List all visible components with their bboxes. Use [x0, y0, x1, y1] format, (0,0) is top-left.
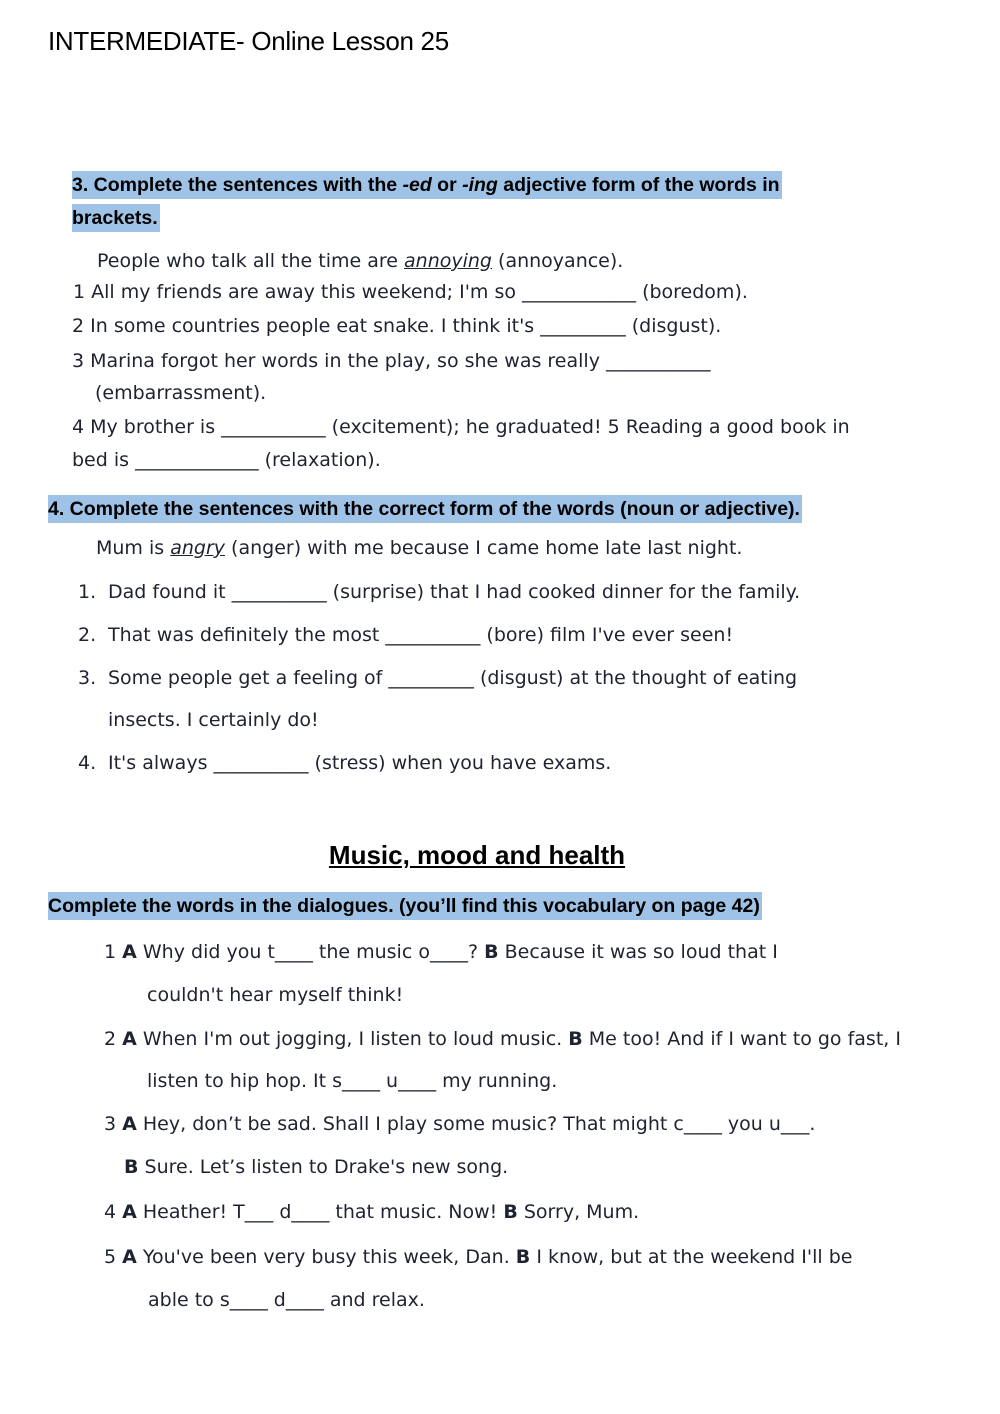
- ex3-sentence-4: 4 My brother is ___________ (excitement); he graduated! 5 Reading a good book in: [72, 416, 850, 438]
- speaker-a-text: You've been very busy this week, Dan.: [136, 1246, 516, 1268]
- ex3-example-answer: annoying: [404, 250, 492, 272]
- speaker-b: B: [568, 1028, 583, 1050]
- ex3-heading-ed: -ed: [402, 174, 432, 196]
- speaker-a-text: When I'm out jogging, I listen to loud music.: [136, 1028, 569, 1050]
- speaker-a-text: Why did you t____ the music o____?: [136, 941, 485, 963]
- dialogue-5-cont: able to s____ d____ and relax.: [148, 1289, 425, 1311]
- ex4-item-1-num: 1.: [78, 581, 97, 603]
- dialogue-num: 3: [104, 1113, 123, 1135]
- speaker-b: B: [484, 941, 499, 963]
- ex4-example-pre: Mum is: [96, 537, 171, 559]
- ex4-heading-text: 4. Complete the sentences with the correct form of the words (noun or adjective).: [48, 495, 802, 523]
- speaker-b-text: Sorry, Mum.: [517, 1201, 640, 1223]
- dialogue-3: [104, 1113, 815, 1135]
- ex3-sentence-3-cont: (embarrassment).: [95, 382, 267, 404]
- speaker-b-text: Because it was so loud that I: [498, 941, 778, 963]
- speaker-b-text: I know, but at the weekend I'll be: [530, 1246, 853, 1268]
- ex4-item-2: That was definitely the most __________ (bore) film I've ever seen!: [108, 624, 734, 646]
- dialogue-4: [104, 1201, 639, 1223]
- ex3-example-pre: People who talk all the time are: [97, 250, 405, 272]
- page-title: INTERMEDIATE- Online Lesson 25: [48, 26, 449, 56]
- ex4-item-3: Some people get a feeling of _________ (disgust) at the thought of eating: [108, 667, 798, 689]
- speaker-a: A: [122, 1113, 137, 1135]
- ex3-example-post: (annoyance).: [492, 250, 624, 272]
- speaker-a: A: [122, 1201, 137, 1223]
- speaker-b-text: Me too! And if I want to go fast, I: [582, 1028, 901, 1050]
- ex4-item-3-cont: insects. I certainly do!: [108, 709, 319, 731]
- dialogue-2: [104, 1028, 901, 1050]
- ex3-heading-post: adjective form of the words in: [497, 174, 780, 196]
- ex4-example: [96, 537, 742, 559]
- speaker-a: A: [122, 941, 137, 963]
- ex3-heading-or: or: [431, 174, 463, 196]
- ex3-heading-ing: -ing: [462, 174, 498, 196]
- speaker-b: B: [124, 1156, 139, 1178]
- ex3-sentence-2: 2 In some countries people eat snake. I think it's _________ (disgust).: [72, 315, 722, 337]
- ex4-item-4-num: 4.: [78, 752, 97, 774]
- ex4-item-4: It's always __________ (stress) when you have exams.: [108, 752, 612, 774]
- dialogue-num: 1: [104, 941, 123, 963]
- speaker-b: B: [515, 1246, 531, 1268]
- music-instruction: [48, 895, 762, 918]
- ex3-sentence-3: 3 Marina forgot her words in the play, so she was really ___________: [72, 350, 711, 372]
- ex3-example: [97, 250, 623, 272]
- music-instruction-text: Complete the words in the dialogues. (you’ll find this vocabulary on page 42): [48, 892, 762, 920]
- ex3-heading-text: 3. Complete the sentences with the: [72, 174, 403, 196]
- dialogue-5: [104, 1246, 852, 1268]
- section-title: Music, mood and health: [328, 840, 626, 870]
- dialogue-1-cont: couldn't hear myself think!: [147, 984, 404, 1006]
- ex3-heading-line2-text: brackets.: [72, 204, 160, 232]
- speaker-b: B: [503, 1201, 518, 1223]
- speaker-a: A: [122, 1028, 137, 1050]
- dialogue-num: 2: [104, 1028, 123, 1050]
- ex4-example-answer: angry: [170, 537, 226, 559]
- speaker-a-text: Hey, don’t be sad. Shall I play some music? That might c____ you u___.: [136, 1113, 816, 1135]
- dialogue-num: 5: [104, 1246, 123, 1268]
- ex3-heading: [72, 174, 782, 197]
- dialogue-1: [104, 941, 778, 963]
- ex4-example-post: (anger) with me because I came home late last night.: [225, 537, 743, 559]
- ex4-item-1: Dad found it __________ (surprise) that I had cooked dinner for the family.: [108, 581, 801, 603]
- ex4-item-2-num: 2.: [78, 624, 97, 646]
- dialogue-2-cont: listen to hip hop. It s____ u____ my running.: [147, 1070, 558, 1092]
- speaker-a: A: [122, 1246, 137, 1268]
- speaker-a-text: Heather! T___ d____ that music. Now!: [136, 1201, 504, 1223]
- ex4-item-3-num: 3.: [78, 667, 97, 689]
- ex3-heading-line2: [72, 207, 160, 230]
- dialogue-num: 4: [104, 1201, 123, 1223]
- ex3-sentence-5: bed is _____________ (relaxation).: [72, 449, 381, 471]
- dialogue-3-b: [124, 1156, 508, 1178]
- speaker-b-text: Sure. Let’s listen to Drake's new song.: [138, 1156, 509, 1178]
- ex3-sentence-1: 1 All my friends are away this weekend; I'm so ____________ (boredom).: [73, 281, 748, 303]
- ex4-heading: [48, 498, 802, 521]
